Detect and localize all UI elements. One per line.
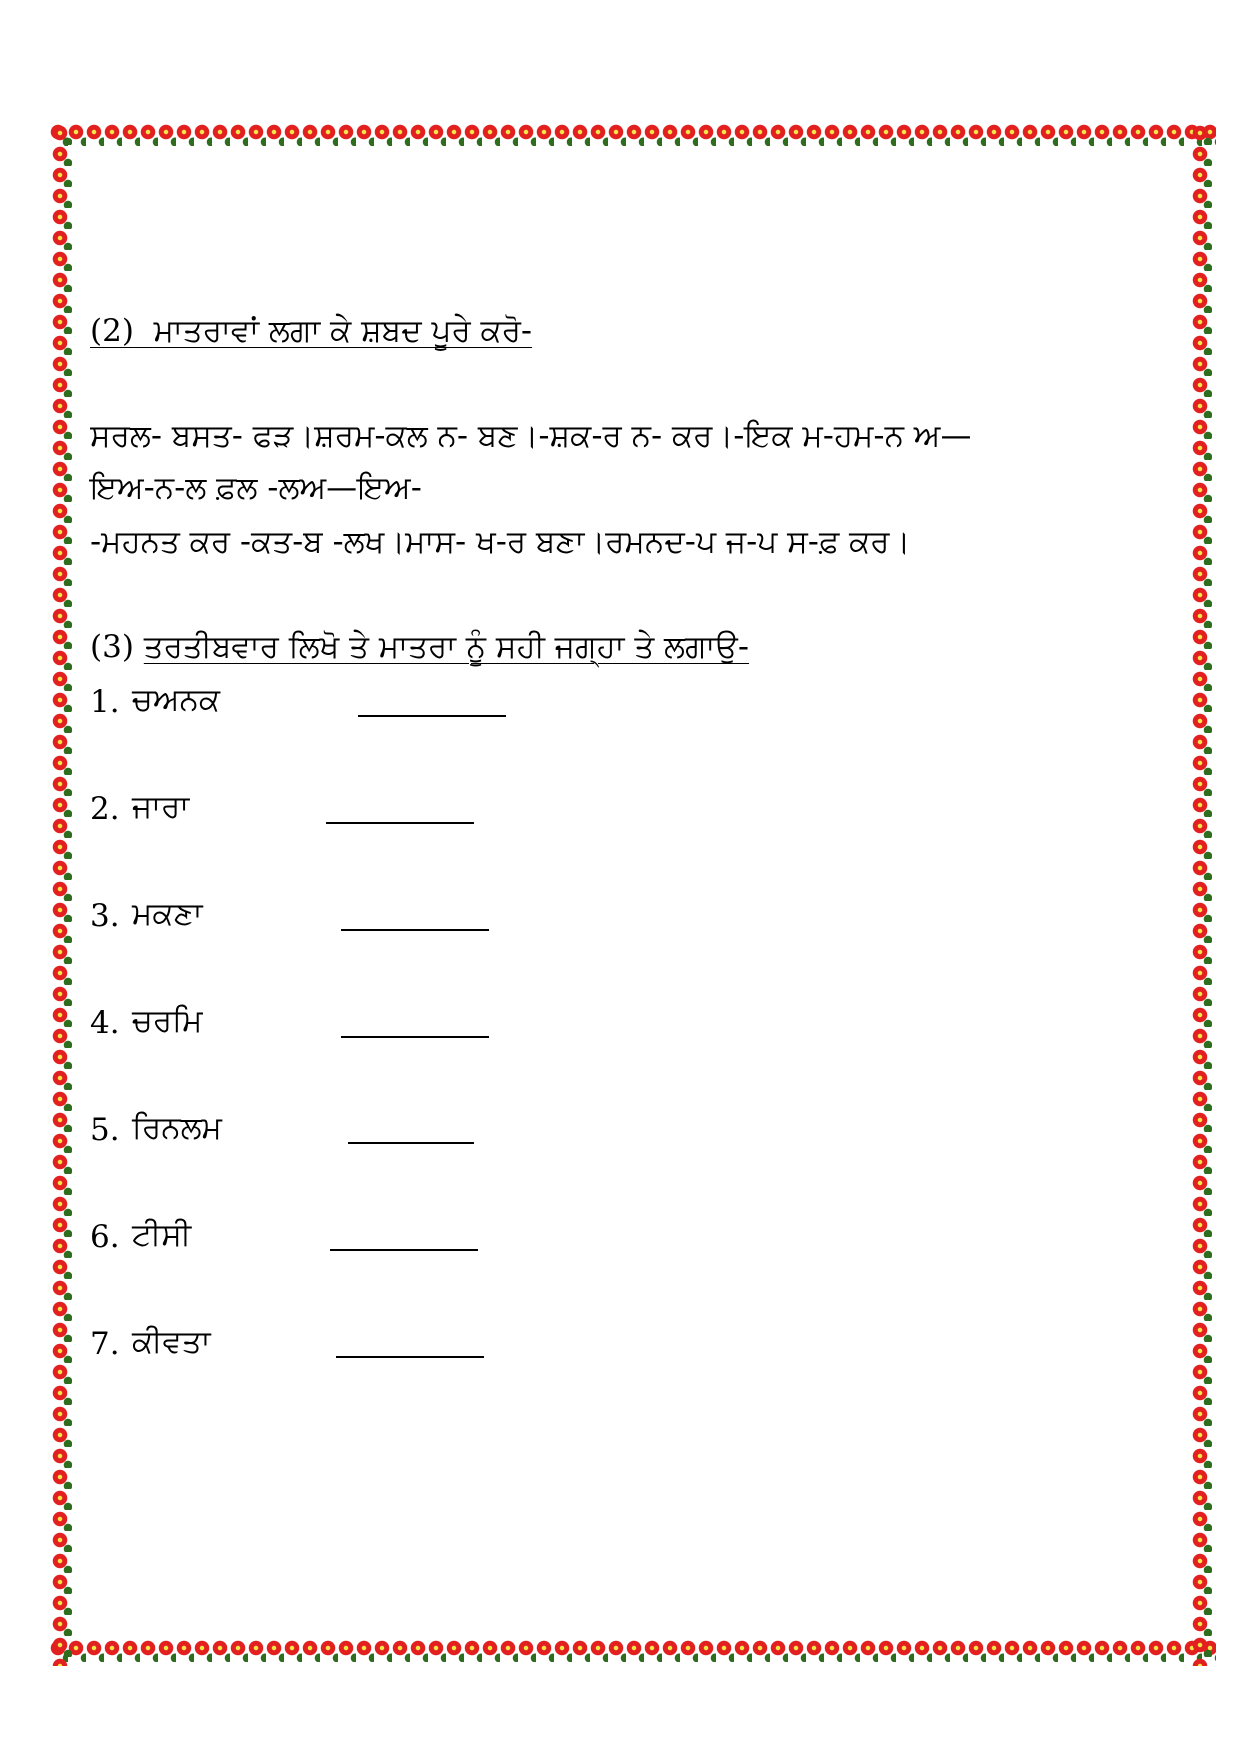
section2-line-1: ਸਰਲ- ਬਸਤ- ਫੜ।ਸ਼ਰਮ-ਕਲ ਨ- ਬਣ।-ਸ਼ਕ-ਰ ਨ- ਕਰ।-ਇਕ ਮ-ਹਮ-ਨ ਅ—: [90, 418, 972, 454]
list-item-word: ਟੀਸੀ: [132, 1217, 192, 1253]
section2-line-3: -ਮਹਨਤ ਕਰ -ਕਤ-ਬ -ਲਖ।ਮਾਸ- ਖ-ਰ ਬਣਾ।ਰਮਨਦ-ਪ ਜ-ਪ ਸ-ਫ਼ ਕਰ।: [90, 524, 911, 560]
answer-blank[interactable]: [326, 822, 474, 824]
answer-blank[interactable]: [330, 1249, 478, 1251]
list-item-number: 4.: [90, 1005, 120, 1041]
section2-heading: [90, 313, 532, 350]
answer-blank[interactable]: [348, 1142, 474, 1144]
list-item-word: ਜਾਰਾ: [132, 789, 190, 825]
section2-number: (2): [90, 313, 134, 349]
list-item-word: ਚਰਮਿ: [132, 1003, 203, 1039]
section3-title: ਤਰਤੀਬਵਾਰ ਲਿਖੋ ਤੇ ਮਾਤਰਾ ਨੂੰ ਸਹੀ ਜਗ੍ਹਾ ਤੇ ਲਗਾਉ-: [143, 629, 750, 665]
list-item-number: 3.: [90, 898, 120, 934]
answer-blank[interactable]: [341, 1036, 489, 1038]
section3-number: (3): [90, 629, 134, 665]
section2-title: ਮਾਤਰਾਵਾਂ ਲਗਾ ਕੇ ਸ਼ਬਦ ਪੂਰੇ ਕਰੋ-: [153, 313, 533, 349]
answer-blank[interactable]: [341, 929, 489, 931]
answer-blank[interactable]: [358, 715, 506, 717]
floral-border-bottom: [50, 1640, 1216, 1666]
list-item-word: ਕੀਵਤਾ: [132, 1324, 211, 1360]
floral-border-left: [50, 124, 76, 1666]
answer-blank[interactable]: [336, 1356, 484, 1358]
section3-heading: [90, 629, 749, 666]
floral-border-right: [1190, 124, 1216, 1666]
section2-line-2: ਇਅ-ਨ-ਲ ਫ਼ਲ -ਲਅ—ਇਅ-: [90, 470, 422, 506]
list-item-word: ਮਕਣਾ: [132, 896, 203, 932]
list-item-number: 5.: [90, 1112, 120, 1148]
floral-border-top: [50, 124, 1216, 150]
list-item-number: 1.: [90, 684, 120, 720]
list-item-word: ਰਿਨਲਮ: [132, 1110, 222, 1146]
list-item-number: 7.: [90, 1326, 120, 1362]
list-item-word: ਚਅਨਕ: [132, 682, 221, 718]
list-item-number: 6.: [90, 1219, 120, 1255]
list-item-number: 2.: [90, 791, 120, 827]
